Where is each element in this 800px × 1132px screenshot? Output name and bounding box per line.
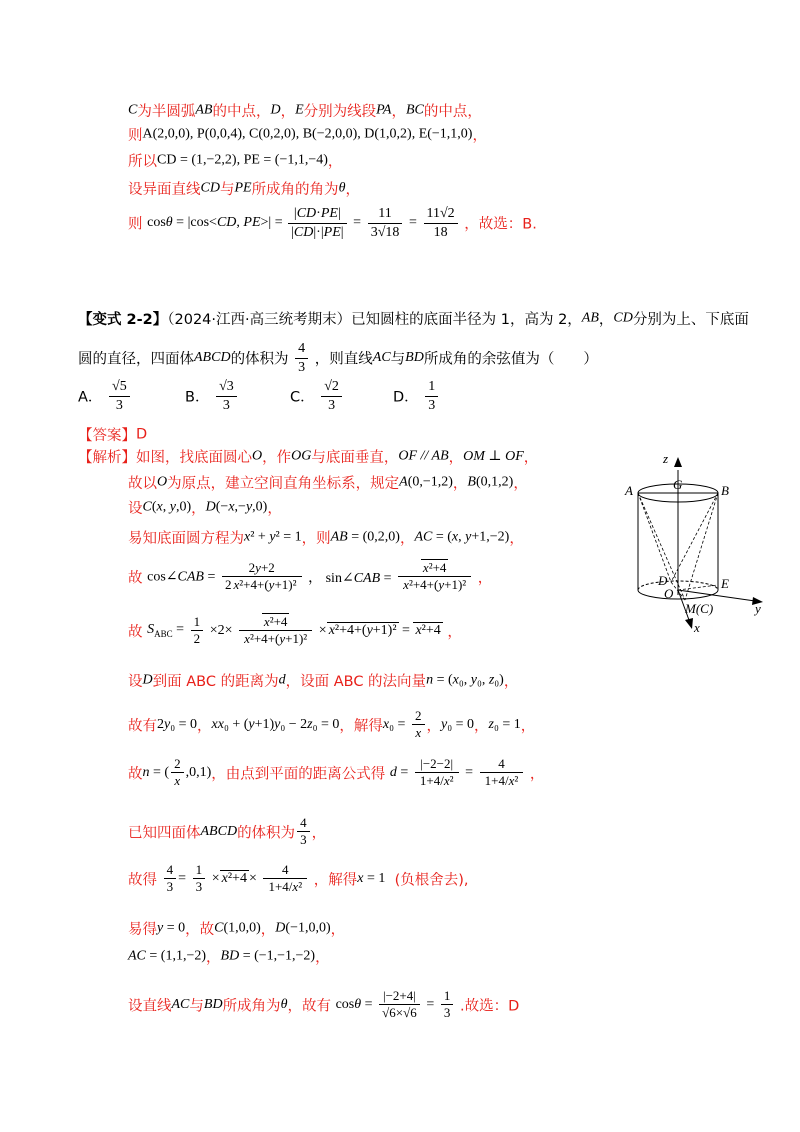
line-1: C为半圆弧AB的中点，D，E分别为线段PA，BC的中点， [128, 102, 482, 120]
label-o: O [664, 586, 674, 601]
problem-line-2: 圆的直径，四面体ABCD的体积为 $\frac{4}{3}$ ，则直线AC与BD所成角的余弦值为（ ） [78, 341, 598, 375]
edge-ad [638, 493, 671, 582]
solution-7: 设D到面 ABC 的距离为d，设面 ABC 的法向量n = (x₀, y₀, z₀)， [128, 672, 519, 690]
solution-14: 设直线AC与BD所成角为θ，故有 cosθ = $\frac{|-2+4|}{√6\times√6}$ = $\frac{1}{3}$ .故选：D [128, 988, 520, 1021]
solution-10: 已知四面体ABCD的体积为 $\frac{4}{3}$ ， [128, 815, 327, 848]
line-5: 则 cosθ = |cos<CD, PE>| = $\frac{|CD\cdot PE|}{|CD|\cdot|PE|}$ = $\frac{11}{3√18}$ = $\frac{11√2}{18}$ ，故选：B. [128, 206, 537, 240]
label-b: B [721, 483, 729, 498]
y-axis [678, 590, 755, 601]
solution-8: 故有2y₀ = 0，xx₀ + (y+1)y₀ − 2z₀ = 0，解得x₀ = $\frac{2}{x}$ ，y₀ = 0，z₀ = 1， [128, 708, 536, 741]
label-g: G [673, 477, 683, 492]
solution-6: 故 $S_{ABC}$ = $\frac{1}{2}$ ×2× $\frac{\text{x²+4}}{\text{x²+4+(y+1)²}}$ × x²+4+(y+1)² = x²+4 ， [128, 614, 462, 647]
solution-3: 设C(x, y,0)，D(−x,−y,0)， [128, 499, 282, 517]
label-z: z [663, 451, 669, 466]
option-a: A． $\frac{√5}{3}$ [78, 378, 132, 414]
solution-12: 易得y = 0，故C(1,0,0)，D(−1,0,0)， [128, 920, 346, 938]
solution-5: 故 cos∠CAB = $\frac{2y+2}{\text{2 x²+4+(y+1)²}}$ ， sin∠CAB = $\frac{\text{x²+4}}{\text{x²+4+(y+1)²}}$ ， [128, 560, 493, 593]
label-y: y [755, 601, 761, 616]
solution-9: 故n = ( $\frac{2}{x}$ ,0,1)，由点到平面的距离公式得 d = $\frac{|-2-2|}{\text{1+4/x²}}$ = $\frac{4}{\text{1+4/x²}}$ ， [128, 756, 545, 789]
solution-11: 故得 $\frac{4}{3}$ = $\frac{1}{3}$ × x²+4 × $\frac{4}{\text{1+4/x²}}$ ，解得x = 1 (负根舍去), [128, 862, 469, 895]
line-2: 则A(2,0,0), P(0,0,4), C(0,2,0), B(−2,0,0), D(1,0,2), E(−1,1,0)， [128, 126, 487, 144]
label-e: E [721, 576, 729, 591]
line-3: 所以CD = (1,−2,2), PE = (−1,1,−4)， [128, 152, 343, 170]
cylinder-figure [605, 445, 770, 640]
label-x: x [694, 620, 700, 635]
z-axis-arrow [674, 457, 682, 467]
label-a: A [625, 483, 633, 498]
option-b: B． $\frac{√3}{3}$ [185, 378, 239, 414]
line-4: 设异面直线CD与PE所成角的角为θ， [128, 180, 360, 198]
solution-4: 易知底面圆方程为x² + y² = 1，则AB = (0,2,0)，AC = (x, y+1,−2)， [128, 529, 524, 547]
option-d: D． $\frac{1}{3}$ [393, 378, 440, 414]
problem-line-1: 【变式 2-2】（2024·江西·高三统考期末）已知圆柱的底面半径为 1，高为 2，AB，CD分别为上、下底面 [78, 310, 749, 328]
label-mc: M(C) [685, 601, 714, 616]
answer: 【答案】D [78, 426, 148, 444]
solution-13: AC = (1,1,−2)，BD = (−1,−1,−2)， [128, 948, 330, 966]
label-d: D [658, 573, 668, 588]
x-axis-arrow [685, 618, 693, 629]
solution-1: 【解析】如图，找底面圆心O，作OG与底面垂直，OF // AB，OM ⊥ OF， [78, 448, 539, 466]
option-c: C． $\frac{√2}{3}$ [290, 378, 344, 414]
solution-2: 故以O为原点，建立空间直角坐标系，规定A(0,−1,2)，B(0,1,2)， [128, 474, 528, 492]
